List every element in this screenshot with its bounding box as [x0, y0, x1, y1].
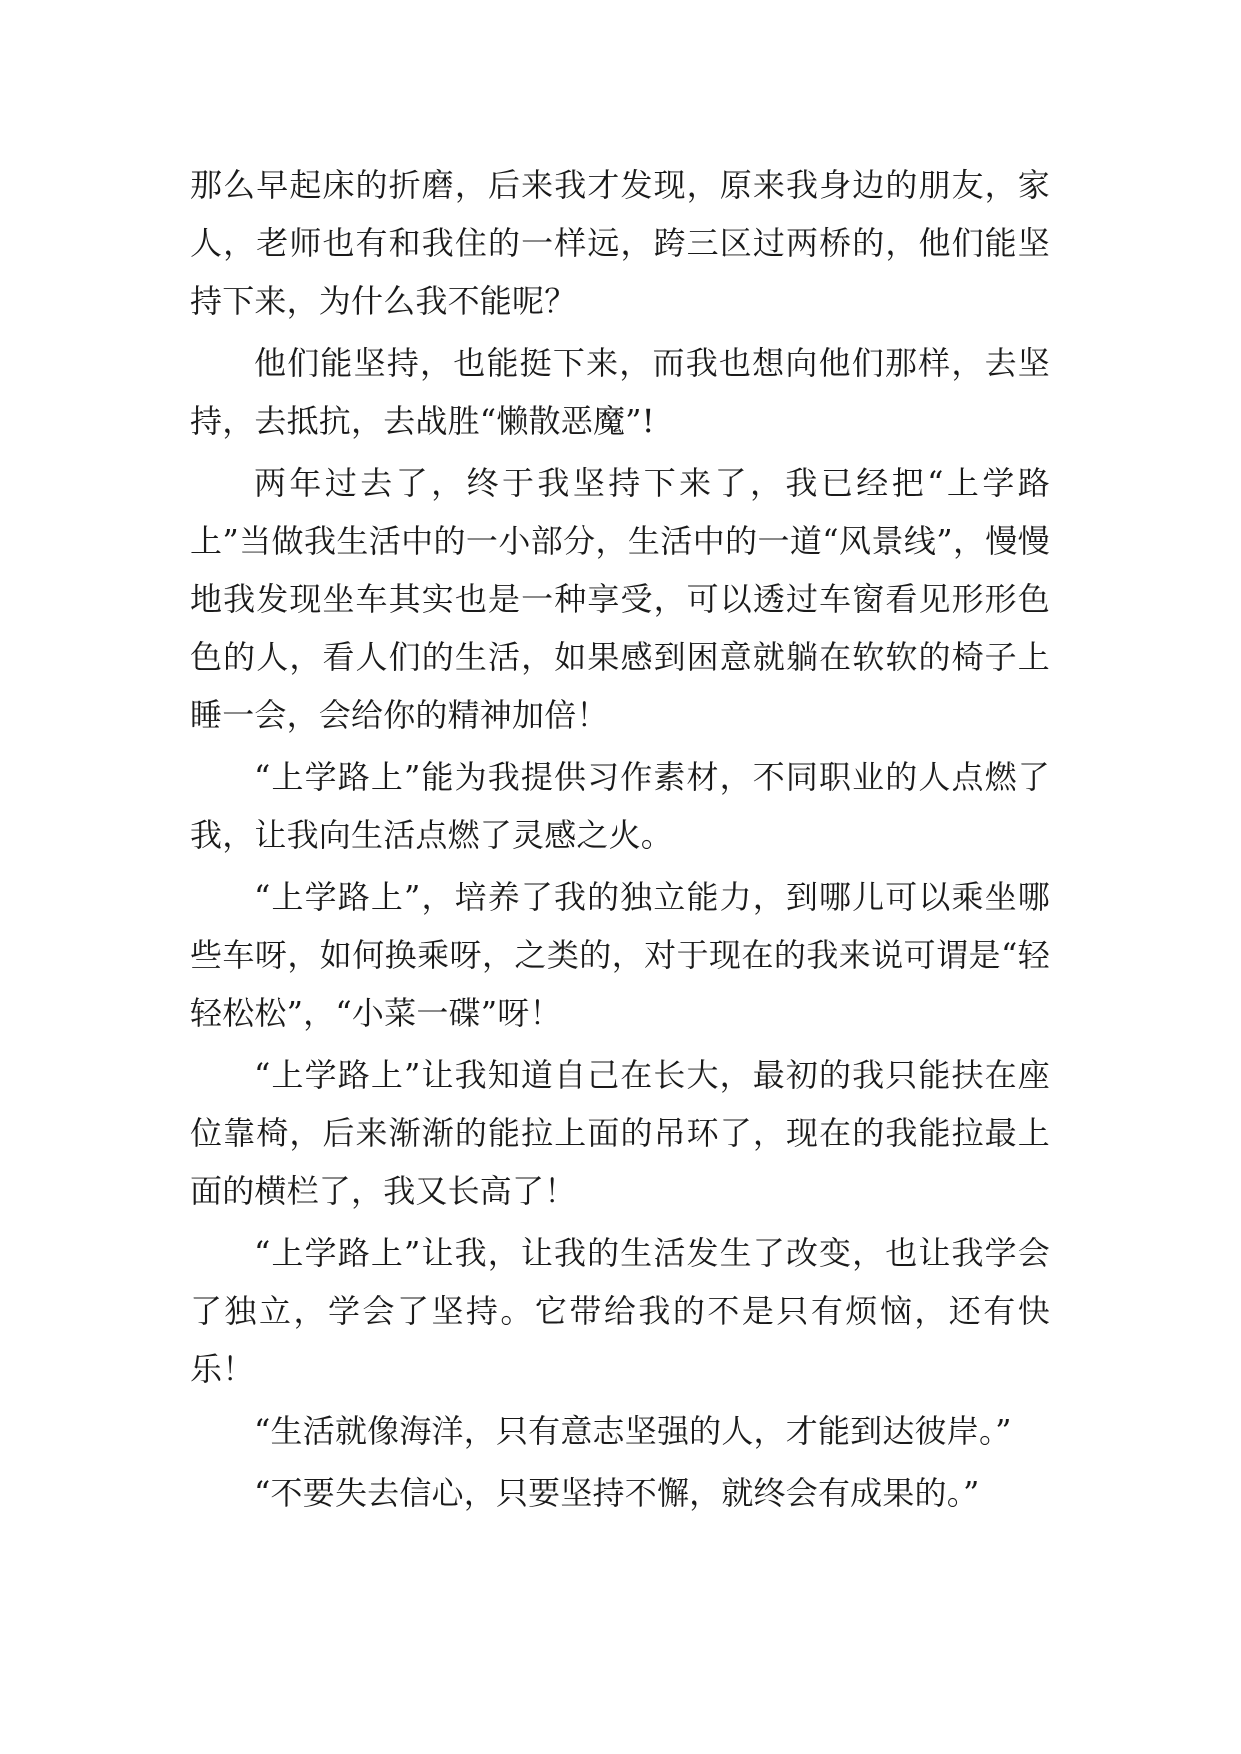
quote-2: “不要失去信心，只要坚持不懈，就终会有成果的。”: [254, 1474, 980, 1512]
paragraph-4: “上学路上”能为我提供习作素材，不同职业的人点燃了我，让我向生活点燃了灵感之火。: [190, 758, 1050, 854]
paragraph-5: “上学路上”，培养了我的独立能力，到哪儿可以乘坐哪些车呀，如何换乘呀，之类的，对于现在的我来说可谓是“轻轻松松”，“小菜一碟”呀！: [190, 878, 1050, 1032]
paragraph-7: “上学路上”让我，让我的生活发生了改变，也让我学会了独立，学会了坚持。它带给我的不是只有烦恼，还有快乐！: [190, 1234, 1050, 1388]
quote-1: “生活就像海洋，只有意志坚强的人，才能到达彼岸。”: [254, 1412, 1012, 1450]
paragraph-2: 他们能坚持，也能挺下来，而我也想向他们那样，去坚持，去抵抗，去战胜“懒散恶魔”!: [190, 344, 1050, 440]
paragraph-6: “上学路上”让我知道自己在长大，最初的我只能扶在座位靠椅，后来渐渐的能拉上面的吊环了，现在的我能拉最上面的横栏了，我又长高了！: [190, 1056, 1050, 1210]
paragraph-1: 那么早起床的折磨，后来我才发现，原来我身边的朋友，家人，老师也有和我住的一样远，跨三区过两桥的，他们能坚持下来，为什么我不能呢？: [190, 166, 1050, 320]
paragraph-3: 两年过去了，终于我坚持下来了，我已经把“上学路上”当做我生活中的一小部分，生活中的一道“风景线”，慢慢地我发现坐车其实也是一种享受，可以透过车窗看见形形色色的人，看人们的生活，如果感到困意就躺在软软的椅子上睡一会，会给你的精神加倍！: [190, 464, 1050, 734]
document-body: [190, 156, 1050, 1526]
